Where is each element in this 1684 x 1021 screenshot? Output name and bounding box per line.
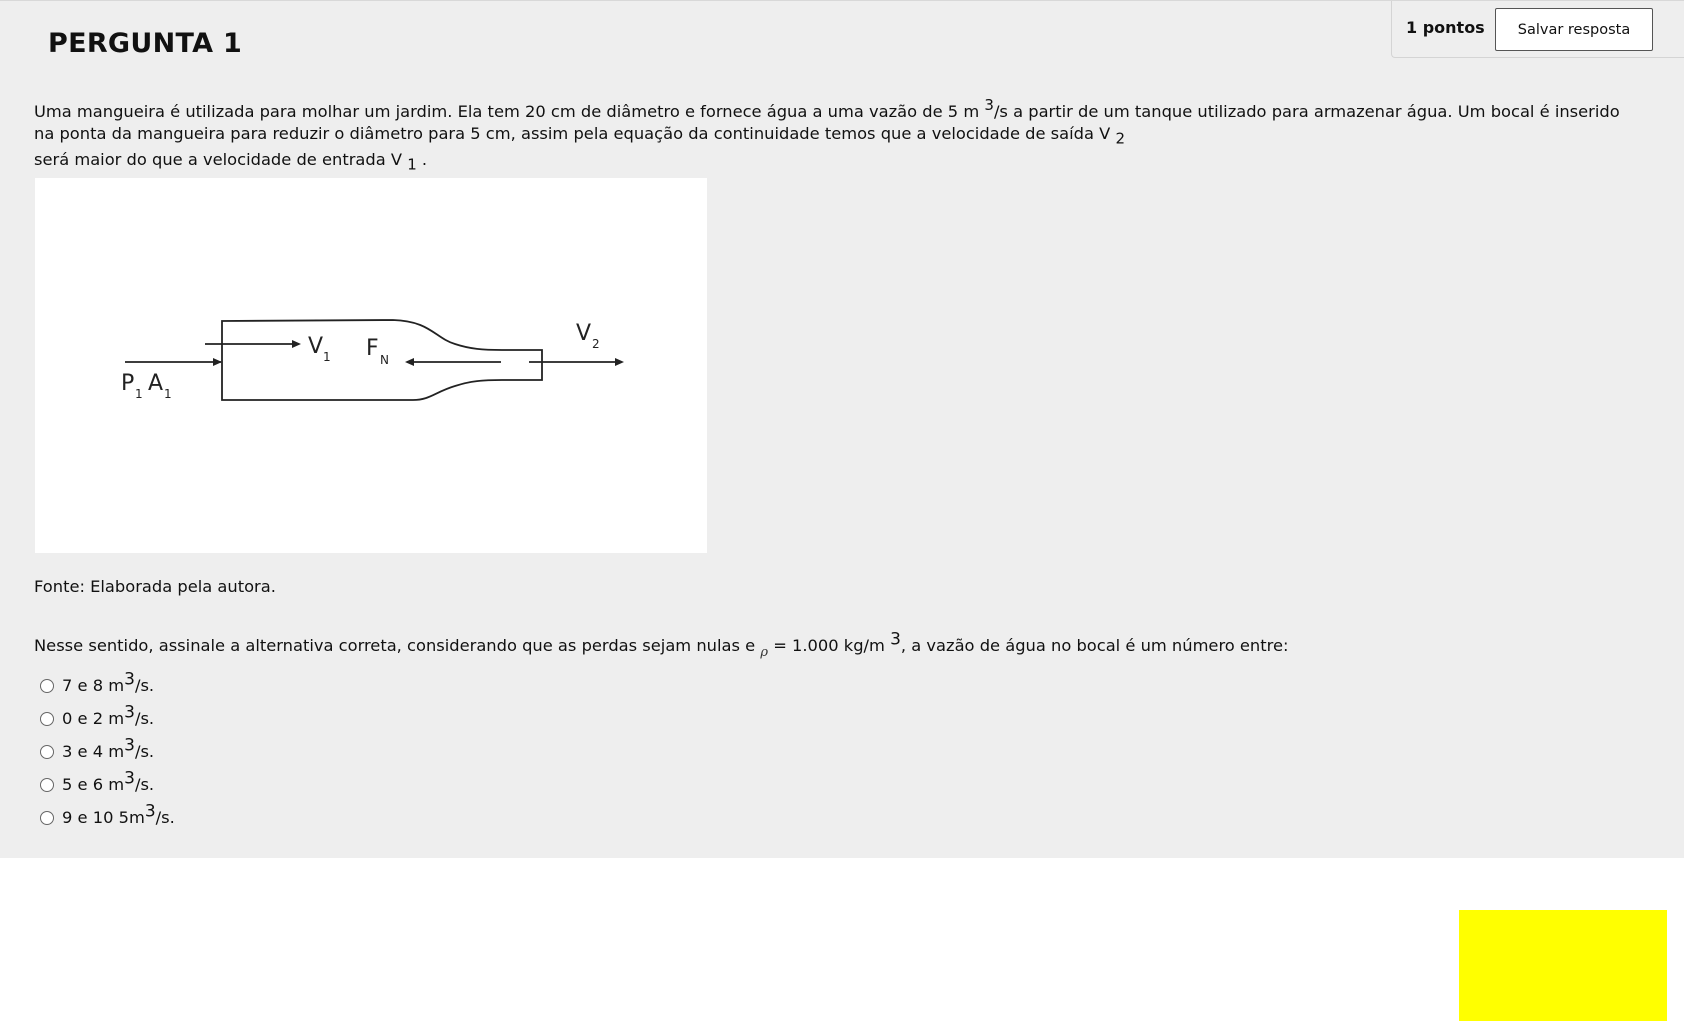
stem-text-1: Uma mangueira é utilizada para molhar um jardim. Ela tem 20 cm de diâmetro e fornece água a uma vazão de 5 m bbox=[34, 102, 980, 121]
p1-subscript: 1 bbox=[135, 387, 143, 401]
rho-symbol: ρ bbox=[760, 645, 768, 660]
figure-source: Fonte: Elaborada pela autora. bbox=[34, 577, 276, 596]
answer-option-4[interactable] bbox=[40, 768, 175, 801]
nozzle-diagram-svg bbox=[35, 178, 707, 553]
question-prompt bbox=[34, 629, 1289, 660]
option-label: 5 e 6 $m^3/s$. bbox=[62, 768, 155, 794]
stem-text-4: . bbox=[421, 150, 428, 170]
radio-button[interactable] bbox=[40, 811, 54, 825]
answer-option-1[interactable] bbox=[40, 669, 175, 702]
option-label: 0 e 2 $m^3/s$. bbox=[62, 702, 155, 728]
v1-subscript: 1 bbox=[323, 350, 331, 364]
fn-subscript: N bbox=[380, 353, 389, 367]
yellow-marker bbox=[1459, 910, 1667, 1021]
v2-label: V bbox=[576, 321, 592, 346]
option-label: 3 e 4 $m^3/s$. bbox=[62, 735, 155, 761]
radio-button[interactable] bbox=[40, 679, 54, 693]
prompt-superscript: 3 bbox=[890, 629, 901, 650]
radio-button[interactable] bbox=[40, 778, 54, 792]
stem-superscript: 3 bbox=[984, 95, 994, 114]
option-label: 9 e 10 $5m^3/s$. bbox=[62, 801, 175, 827]
option-label: 7 e 8 $m^3/s$. bbox=[62, 669, 155, 695]
v1-label: V bbox=[308, 334, 324, 359]
radio-button[interactable] bbox=[40, 712, 54, 726]
a1-label: A bbox=[148, 371, 164, 396]
save-answer-button[interactable]: Salvar resposta bbox=[1495, 8, 1653, 51]
question-title: PERGUNTA 1 bbox=[48, 28, 243, 59]
prompt-text-1: Nesse sentido, assinale a alternativa correta, considerando que as perdas sejam nulas e bbox=[34, 636, 756, 655]
prompt-text-2: = 1.000 kg/m bbox=[773, 636, 885, 655]
stem-text-2: /s a partir de um tanque utilizado para armazenar água. Um bocal é inserido na ponta da mangueira para reduzir o diâmetro para 5 cm, assim pela equação da continuidade temos que a velocidade de saída V bbox=[34, 102, 1620, 143]
v2-subscript: 2 bbox=[592, 337, 600, 351]
question-actions bbox=[1391, 1, 1684, 58]
answer-options bbox=[40, 669, 175, 834]
answer-option-5[interactable] bbox=[40, 801, 175, 834]
answer-option-3[interactable] bbox=[40, 735, 175, 768]
question-stem bbox=[34, 95, 1644, 176]
points-label: 1 pontos bbox=[1406, 18, 1485, 37]
radio-button[interactable] bbox=[40, 745, 54, 759]
a1-subscript: 1 bbox=[164, 387, 172, 401]
nozzle-diagram bbox=[35, 178, 707, 553]
stem-subscript-1: 1 bbox=[407, 155, 417, 174]
p1-label: P bbox=[121, 371, 135, 396]
stem-text-3: será maior do que a velocidade de entrada V bbox=[34, 150, 402, 170]
fn-label: F bbox=[366, 336, 379, 361]
stem-subscript-2: 2 bbox=[1115, 129, 1126, 148]
answer-option-2[interactable] bbox=[40, 702, 175, 735]
prompt-text-3: , a vazão de água no bocal é um número entre: bbox=[900, 636, 1289, 655]
